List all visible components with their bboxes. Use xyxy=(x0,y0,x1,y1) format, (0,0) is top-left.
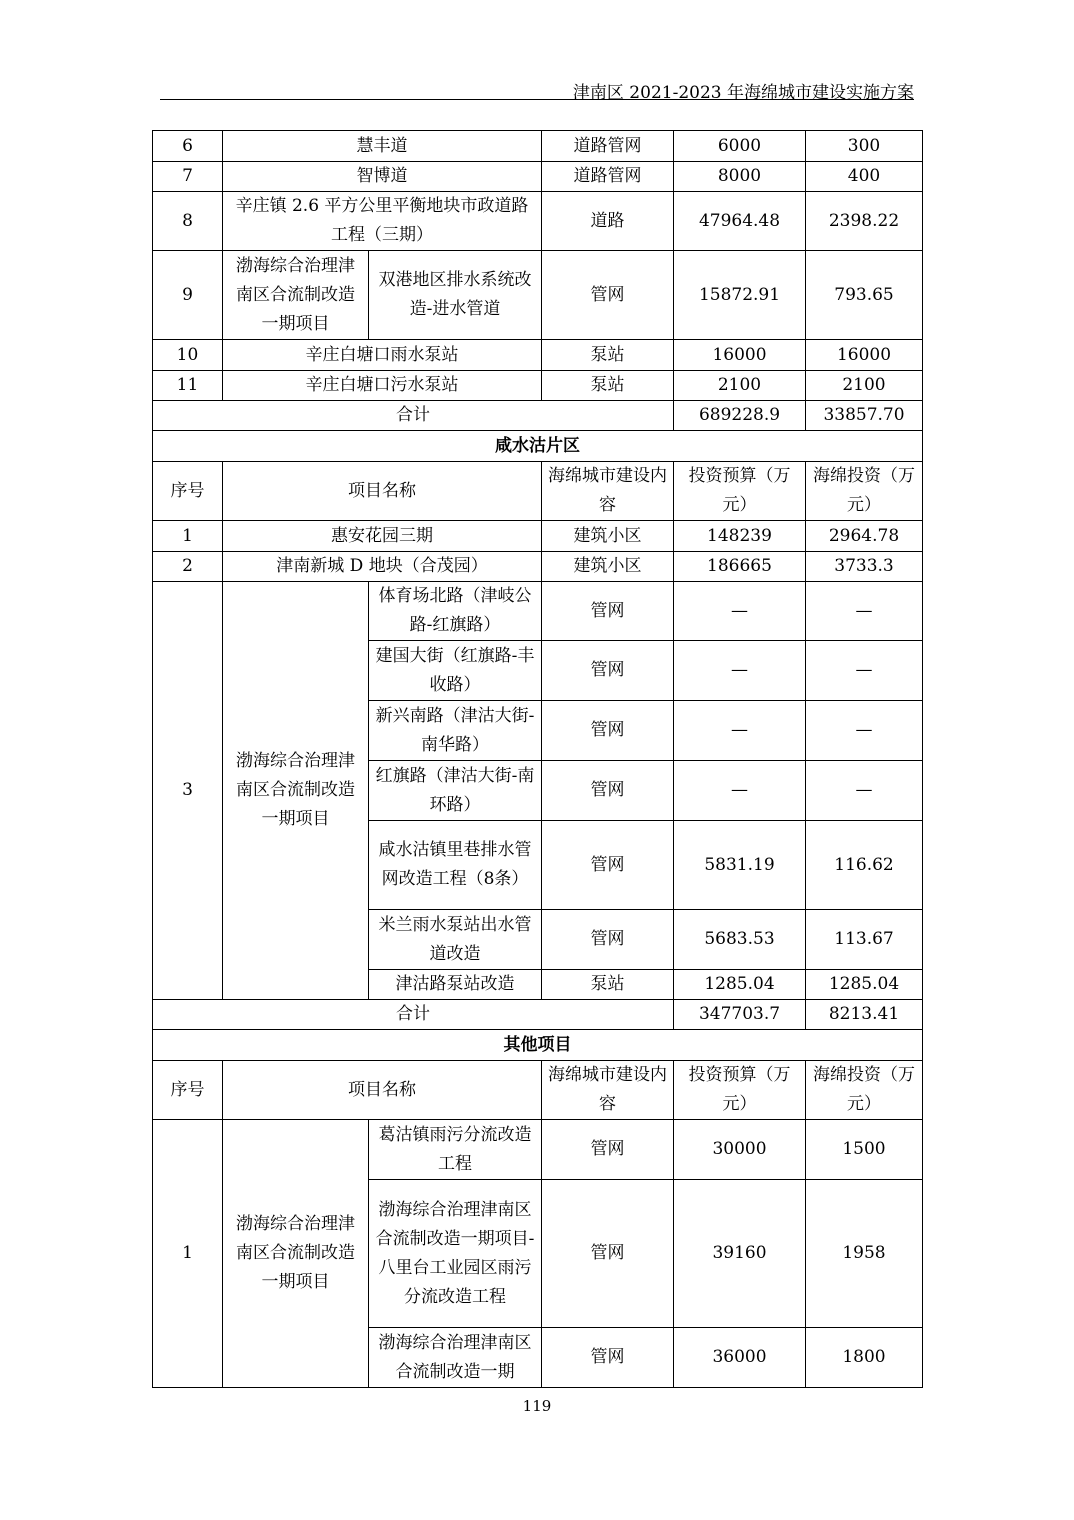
header-budget: 投资预算（万元） xyxy=(674,1061,806,1120)
cell-budget: 47964.48 xyxy=(674,192,806,251)
cell-index: 3 xyxy=(153,582,223,1000)
cell-budget: 8000 xyxy=(674,162,806,192)
cell-project-name: 红旗路（津沽大街-南环路） xyxy=(369,761,542,821)
cell-project-name: 辛庄白塘口污水泵站 xyxy=(223,371,542,401)
cell-content: 管网 xyxy=(542,251,674,340)
cell-project-name: 渤海综合治理津南区合流制改造一期项目-八里台工业园区雨污分流改造工程 xyxy=(369,1180,542,1328)
total-row xyxy=(153,1000,923,1030)
header-content: 海绵城市建设内容 xyxy=(542,1061,674,1120)
cell-sponge: — xyxy=(806,761,923,821)
cell-sponge: — xyxy=(806,582,923,641)
cell-budget: — xyxy=(674,701,806,761)
cell-content: 道路管网 xyxy=(542,131,674,162)
table-row xyxy=(153,521,923,552)
cell-project-name: 葛沽镇雨污分流改造工程 xyxy=(369,1120,542,1180)
cell-project-name: 咸水沽镇里巷排水管网改造工程（8条） xyxy=(369,821,542,910)
header-index: 序号 xyxy=(153,462,223,521)
cell-budget: 16000 xyxy=(674,340,806,371)
cell-group-name: 渤海综合治理津南区合流制改造一期项目 xyxy=(223,582,369,1000)
total-budget: 347703.7 xyxy=(674,1000,806,1030)
cell-sponge: — xyxy=(806,701,923,761)
cell-content: 管网 xyxy=(542,761,674,821)
total-sponge: 33857.70 xyxy=(806,401,923,431)
cell-project-name: 新兴南路（津沽大街-南华路） xyxy=(369,701,542,761)
header-content: 海绵城市建设内容 xyxy=(542,462,674,521)
cell-group-name: 渤海综合治理津南区合流制改造一期项目 xyxy=(223,251,369,340)
cell-sponge: 3733.3 xyxy=(806,552,923,582)
cell-budget: — xyxy=(674,641,806,701)
cell-index: 7 xyxy=(153,162,223,192)
cell-content: 管网 xyxy=(542,701,674,761)
cell-budget: 6000 xyxy=(674,131,806,162)
total-label: 合计 xyxy=(153,1000,674,1030)
header-index: 序号 xyxy=(153,1061,223,1120)
table-row xyxy=(153,192,923,251)
table-row xyxy=(153,371,923,401)
page-header-title: 津南区 2021-2023 年海绵城市建设实施方案 xyxy=(572,83,914,103)
project-table xyxy=(152,130,923,1388)
cell-sponge: 2100 xyxy=(806,371,923,401)
column-header-row xyxy=(153,462,923,521)
cell-budget: 1285.04 xyxy=(674,970,806,1000)
cell-index: 6 xyxy=(153,131,223,162)
cell-index: 1 xyxy=(153,521,223,552)
column-header-row xyxy=(153,1061,923,1120)
cell-group-name: 渤海综合治理津南区合流制改造一期项目 xyxy=(223,1120,369,1388)
cell-index: 11 xyxy=(153,371,223,401)
cell-budget: 39160 xyxy=(674,1180,806,1328)
table-row xyxy=(153,582,923,641)
page-number: 119 xyxy=(522,1397,552,1415)
cell-index: 1 xyxy=(153,1120,223,1388)
cell-sponge: 2964.78 xyxy=(806,521,923,552)
section-title-row xyxy=(153,431,923,462)
cell-project-name: 米兰雨水泵站出水管道改造 xyxy=(369,910,542,970)
cell-content: 管网 xyxy=(542,1120,674,1180)
cell-sponge: 400 xyxy=(806,162,923,192)
section-title-row xyxy=(153,1030,923,1061)
header-sponge: 海绵投资（万元） xyxy=(806,1061,923,1120)
cell-sponge: 16000 xyxy=(806,340,923,371)
cell-sponge: 1500 xyxy=(806,1120,923,1180)
cell-project-name: 津南新城 D 地块（合茂园） xyxy=(223,552,542,582)
cell-budget: 5683.53 xyxy=(674,910,806,970)
cell-sponge: 300 xyxy=(806,131,923,162)
cell-content: 管网 xyxy=(542,641,674,701)
cell-content: 道路管网 xyxy=(542,162,674,192)
cell-budget: 148239 xyxy=(674,521,806,552)
cell-budget: 186665 xyxy=(674,552,806,582)
cell-sponge: 1958 xyxy=(806,1180,923,1328)
cell-content: 管网 xyxy=(542,582,674,641)
cell-project-name: 智博道 xyxy=(223,162,542,192)
cell-project-name: 渤海综合治理津南区合流制改造一期 xyxy=(369,1328,542,1388)
cell-content: 管网 xyxy=(542,910,674,970)
header-divider xyxy=(160,99,914,100)
cell-content: 泵站 xyxy=(542,371,674,401)
cell-sponge: 113.67 xyxy=(806,910,923,970)
section-title: 咸水沽片区 xyxy=(153,431,923,462)
cell-project-name: 辛庄白塘口雨水泵站 xyxy=(223,340,542,371)
cell-sponge: 1285.04 xyxy=(806,970,923,1000)
cell-content: 管网 xyxy=(542,821,674,910)
cell-project-name: 建国大街（红旗路-丰收路） xyxy=(369,641,542,701)
total-budget: 689228.9 xyxy=(674,401,806,431)
header-sponge: 海绵投资（万元） xyxy=(806,462,923,521)
cell-project-name: 惠安花园三期 xyxy=(223,521,542,552)
cell-budget: 5831.19 xyxy=(674,821,806,910)
cell-index: 2 xyxy=(153,552,223,582)
cell-budget: 2100 xyxy=(674,371,806,401)
table-row xyxy=(153,251,923,340)
cell-content: 道路 xyxy=(542,192,674,251)
total-label: 合计 xyxy=(153,401,674,431)
cell-content: 建筑小区 xyxy=(542,552,674,582)
cell-content: 管网 xyxy=(542,1180,674,1328)
cell-content: 建筑小区 xyxy=(542,521,674,552)
cell-budget: 30000 xyxy=(674,1120,806,1180)
cell-sponge: 1800 xyxy=(806,1328,923,1388)
cell-index: 8 xyxy=(153,192,223,251)
header-name: 项目名称 xyxy=(223,462,542,521)
cell-budget: — xyxy=(674,761,806,821)
cell-budget: 36000 xyxy=(674,1328,806,1388)
total-row xyxy=(153,401,923,431)
cell-content: 泵站 xyxy=(542,340,674,371)
table-row xyxy=(153,131,923,162)
cell-index: 10 xyxy=(153,340,223,371)
header-budget: 投资预算（万元） xyxy=(674,462,806,521)
cell-project-name: 辛庄镇 2.6 平方公里平衡地块市政道路工程（三期） xyxy=(223,192,542,251)
table-row xyxy=(153,1120,923,1180)
cell-content: 泵站 xyxy=(542,970,674,1000)
cell-project-name: 慧丰道 xyxy=(223,131,542,162)
cell-index: 9 xyxy=(153,251,223,340)
table-row xyxy=(153,340,923,371)
section-title: 其他项目 xyxy=(153,1030,923,1061)
table-row xyxy=(153,162,923,192)
cell-budget: 15872.91 xyxy=(674,251,806,340)
cell-project-name: 津沽路泵站改造 xyxy=(369,970,542,1000)
cell-sponge: 116.62 xyxy=(806,821,923,910)
header-name: 项目名称 xyxy=(223,1061,542,1120)
cell-sponge: — xyxy=(806,641,923,701)
total-sponge: 8213.41 xyxy=(806,1000,923,1030)
cell-project-name: 双港地区排水系统改造-进水管道 xyxy=(369,251,542,340)
cell-sponge: 793.65 xyxy=(806,251,923,340)
cell-budget: — xyxy=(674,582,806,641)
cell-project-name: 体育场北路（津岐公路-红旗路） xyxy=(369,582,542,641)
cell-sponge: 2398.22 xyxy=(806,192,923,251)
table-row xyxy=(153,552,923,582)
cell-content: 管网 xyxy=(542,1328,674,1388)
